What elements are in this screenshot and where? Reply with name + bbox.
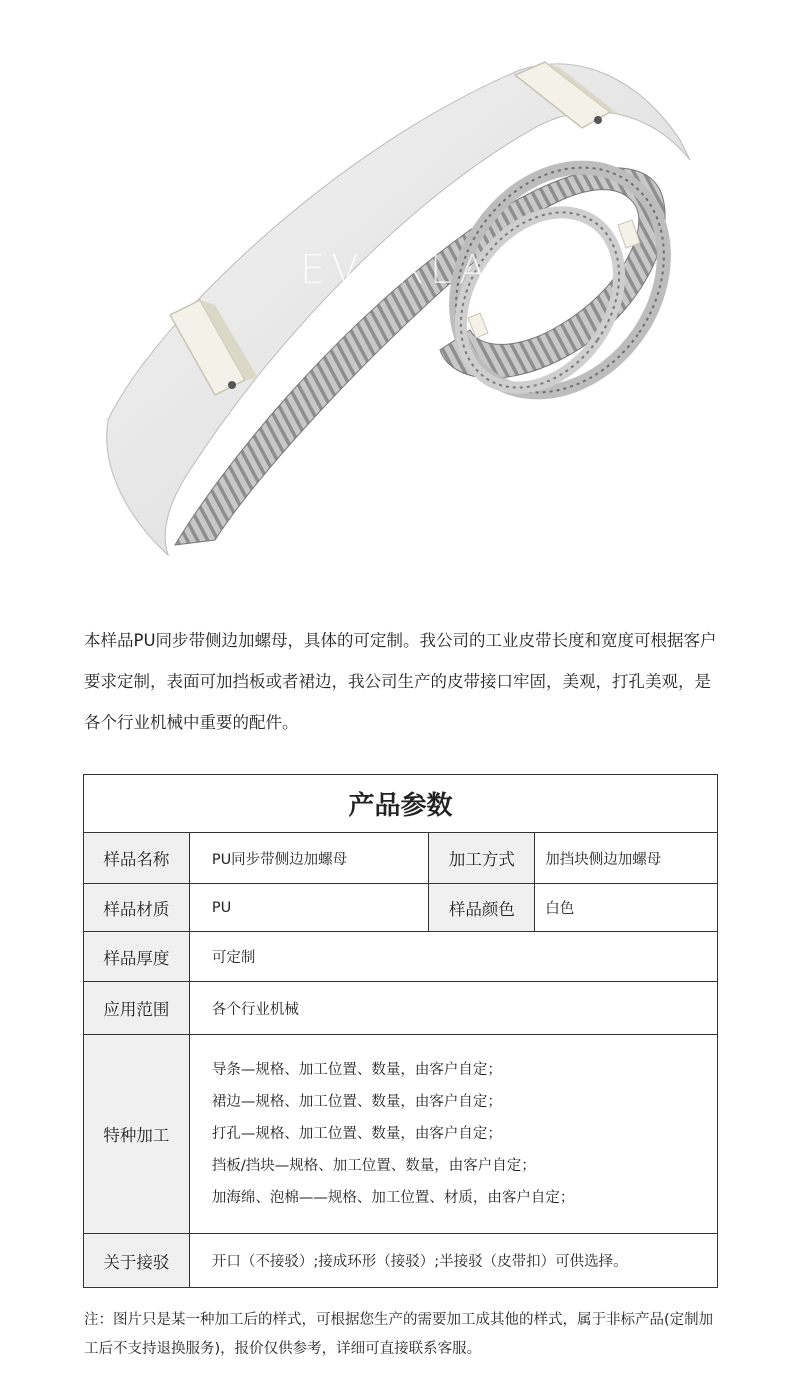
- value-material: PU: [189, 884, 429, 932]
- product-image: [0, 0, 800, 600]
- value-color: 白色: [535, 884, 718, 932]
- list-item: 挡板/挡块—规格、加工位置、数量，由客户自定；: [211, 1158, 536, 1174]
- value-application: 各个行业机械: [189, 982, 717, 1035]
- table-row: [84, 982, 718, 1035]
- value-sample-name: PU同步带侧边加螺母: [189, 833, 429, 884]
- special-processing-list: [212, 1054, 717, 1214]
- table-title: 产品参数: [84, 775, 718, 833]
- product-description: 本样品PU同步带侧边加螺母，具体的可定制。我公司的工业皮带长度和宽度可根据客户要求定制，表面可加挡板或者裙边，我公司生产的皮带接口牢固，美观，打孔美观，是各个行业机械中重要的配件。: [84, 631, 717, 732]
- label-sample-name: 样品名称: [84, 833, 190, 884]
- value-thickness: 可定制: [189, 932, 717, 982]
- label-joint: 关于接驳: [84, 1234, 190, 1288]
- label-special-processing: 特种加工: [84, 1035, 190, 1234]
- value-joint: 开口（不接驳）;接成环形（接驳）;半接驳（皮带扣）可供选择。: [189, 1234, 717, 1288]
- table-row: [84, 1234, 718, 1288]
- label-color: 样品颜色: [429, 884, 535, 932]
- label-application: 应用范围: [84, 982, 190, 1035]
- table-row: [84, 1035, 718, 1234]
- value-special-processing: [189, 1035, 717, 1234]
- footer-note: 注：图片只是某一种加工后的样式，可根据您生产的需要加工成其他的样式，属于非标产品(定制加工后不支持退换服务)，报价仅供参考，详细可直接联系客服。: [84, 1312, 714, 1357]
- table-row: [84, 884, 718, 932]
- belt-illustration: [0, 0, 800, 600]
- list-item: 加海绵、泡棉——规格、加工位置、材质，由客户自定；: [211, 1190, 575, 1206]
- list-item: 导条—规格、加工位置、数量，由客户自定；: [211, 1062, 502, 1078]
- label-process: 加工方式: [429, 833, 535, 884]
- watermark-logo: EVERLA 璨川: [300, 247, 603, 293]
- label-thickness: 样品厚度: [84, 932, 190, 982]
- table-row: [84, 833, 718, 884]
- table-row: [84, 932, 718, 982]
- list-item: 裙边—规格、加工位置、数量，由客户自定；: [211, 1094, 502, 1110]
- label-material: 样品材质: [84, 884, 190, 932]
- list-item: 打孔—规格、加工位置、数量，由客户自定；: [211, 1126, 502, 1142]
- value-process: 加挡块侧边加螺母: [535, 833, 718, 884]
- params-table: [83, 774, 718, 1288]
